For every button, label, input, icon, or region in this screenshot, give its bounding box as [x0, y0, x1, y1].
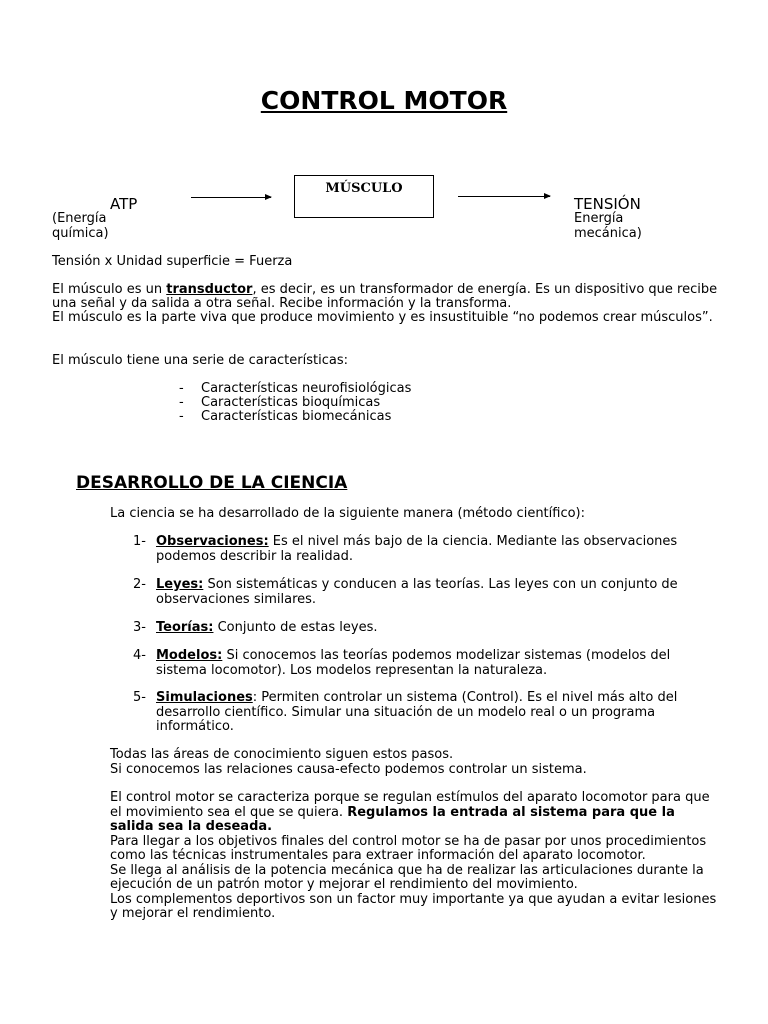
closing-line: y mejorar el rendimiento.: [110, 906, 276, 921]
list-item: [156, 691, 716, 735]
closing-paragraph: [110, 791, 716, 922]
step-number: 4-: [133, 648, 146, 663]
term-transductor: transductor: [166, 282, 253, 297]
atp-sublabel: (Energía química): [52, 211, 109, 241]
paragraph-text: , es decir, es un transformador de energía. Es un dispositivo que recibe: [252, 282, 718, 297]
tension-sublabel: Energía mecánica): [574, 211, 642, 241]
step-number: 3-: [133, 620, 146, 635]
step-term: Modelos:: [156, 648, 223, 663]
closing-line: Los complementos deportivos son un factor muy importante ya que ayudan a evitar lesiones: [110, 891, 717, 907]
step-term: Observaciones:: [156, 534, 269, 549]
step-text: desarrollo científico. Simular una situación de un modelo real o un programa: [156, 704, 656, 720]
closing-paragraph: [110, 748, 587, 777]
step-text: Si conocemos las teorías podemos modelizar sistemas (modelos del: [222, 648, 671, 663]
dash-bullet: -: [179, 409, 184, 424]
closing-bold-text: Regulamos la entrada al sistema para que la: [347, 804, 675, 820]
list-item: [156, 535, 716, 564]
arrow-right-icon: [458, 196, 550, 197]
formula-text: Tensión x Unidad superficie = Fuerza: [52, 254, 293, 269]
step-number: 5-: [133, 690, 146, 705]
paragraph-line: una señal y da salida a otra señal. Recibe información y la transforma.: [52, 296, 512, 311]
closing-line: el movimiento sea el que se quiera.: [110, 804, 348, 820]
step-term: Simulaciones: [156, 690, 253, 705]
closing-line: Todas las áreas de conocimiento siguen estos pasos.: [110, 747, 454, 762]
page-title: CONTROL MOTOR: [260, 86, 508, 115]
characteristics-intro: El músculo tiene una serie de características:: [52, 353, 348, 368]
closing-bold-text: salida sea la deseada.: [110, 819, 273, 834]
list-item: [156, 649, 716, 678]
step-text: : Permiten controlar un sistema (Control). Es el nivel más alto del: [252, 690, 678, 705]
science-intro: La ciencia se ha desarrollado de la siguiente manera (método científico):: [110, 506, 586, 521]
tension-label: TENSIÓN: [574, 195, 641, 213]
muscle-box: [294, 175, 434, 218]
section-title: DESARROLLO DE LA CIENCIA: [76, 473, 348, 493]
step-term: Leyes:: [156, 577, 204, 592]
arrow-right-icon: [191, 197, 271, 198]
step-text: sistema locomotor). Los modelos representan la naturaleza.: [156, 662, 548, 678]
closing-line: El control motor se caracteriza porque se regulan estímulos del aparato locomotor para que: [110, 790, 710, 805]
step-text: Conjunto de estas leyes.: [213, 620, 378, 635]
step-text: Son sistemáticas y conducen a las teorías. Las leyes con un conjunto de: [203, 577, 678, 592]
paragraph-text: El músculo es un: [52, 282, 167, 297]
closing-line: Se llega al análisis de la potencia mecánica que ha de realizar las articulaciones durante la: [110, 862, 704, 878]
step-number: 2-: [133, 577, 146, 592]
list-item: [156, 621, 716, 636]
closing-line: ejecución de un patrón motor y mejorar el rendimiento del movimiento.: [110, 877, 578, 892]
muscle-box-label: MÚSCULO: [325, 181, 403, 196]
closing-line: Si conocemos las relaciones causa-efecto podemos controlar un sistema.: [110, 761, 587, 777]
step-text: observaciones similares.: [156, 591, 317, 607]
list-item: Características neurofisiológicas: [201, 381, 412, 396]
step-text: podemos describir la realidad.: [156, 548, 354, 564]
list-item: [156, 578, 716, 607]
step-number: 1-: [133, 534, 146, 549]
dash-bullet: -: [179, 381, 184, 396]
step-text: informático.: [156, 719, 234, 734]
paragraph-line: El músculo es la parte viva que produce movimiento y es insustituible “no podemos crear músculos”.: [52, 310, 713, 325]
atp-label: ATP: [110, 195, 138, 213]
closing-line: Para llegar a los objetivos finales del control motor se ha de pasar por unos procedimientos: [110, 833, 707, 849]
closing-line: como las técnicas instrumentales para extraer información del aparato locomotor.: [110, 848, 646, 863]
list-item: Características bioquímicas: [201, 395, 381, 410]
step-text: Es el nivel más bajo de la ciencia. Mediante las observaciones: [268, 534, 678, 549]
step-term: Teorías:: [156, 620, 214, 635]
list-item: Características biomecánicas: [201, 409, 392, 424]
dash-bullet: -: [179, 395, 184, 410]
